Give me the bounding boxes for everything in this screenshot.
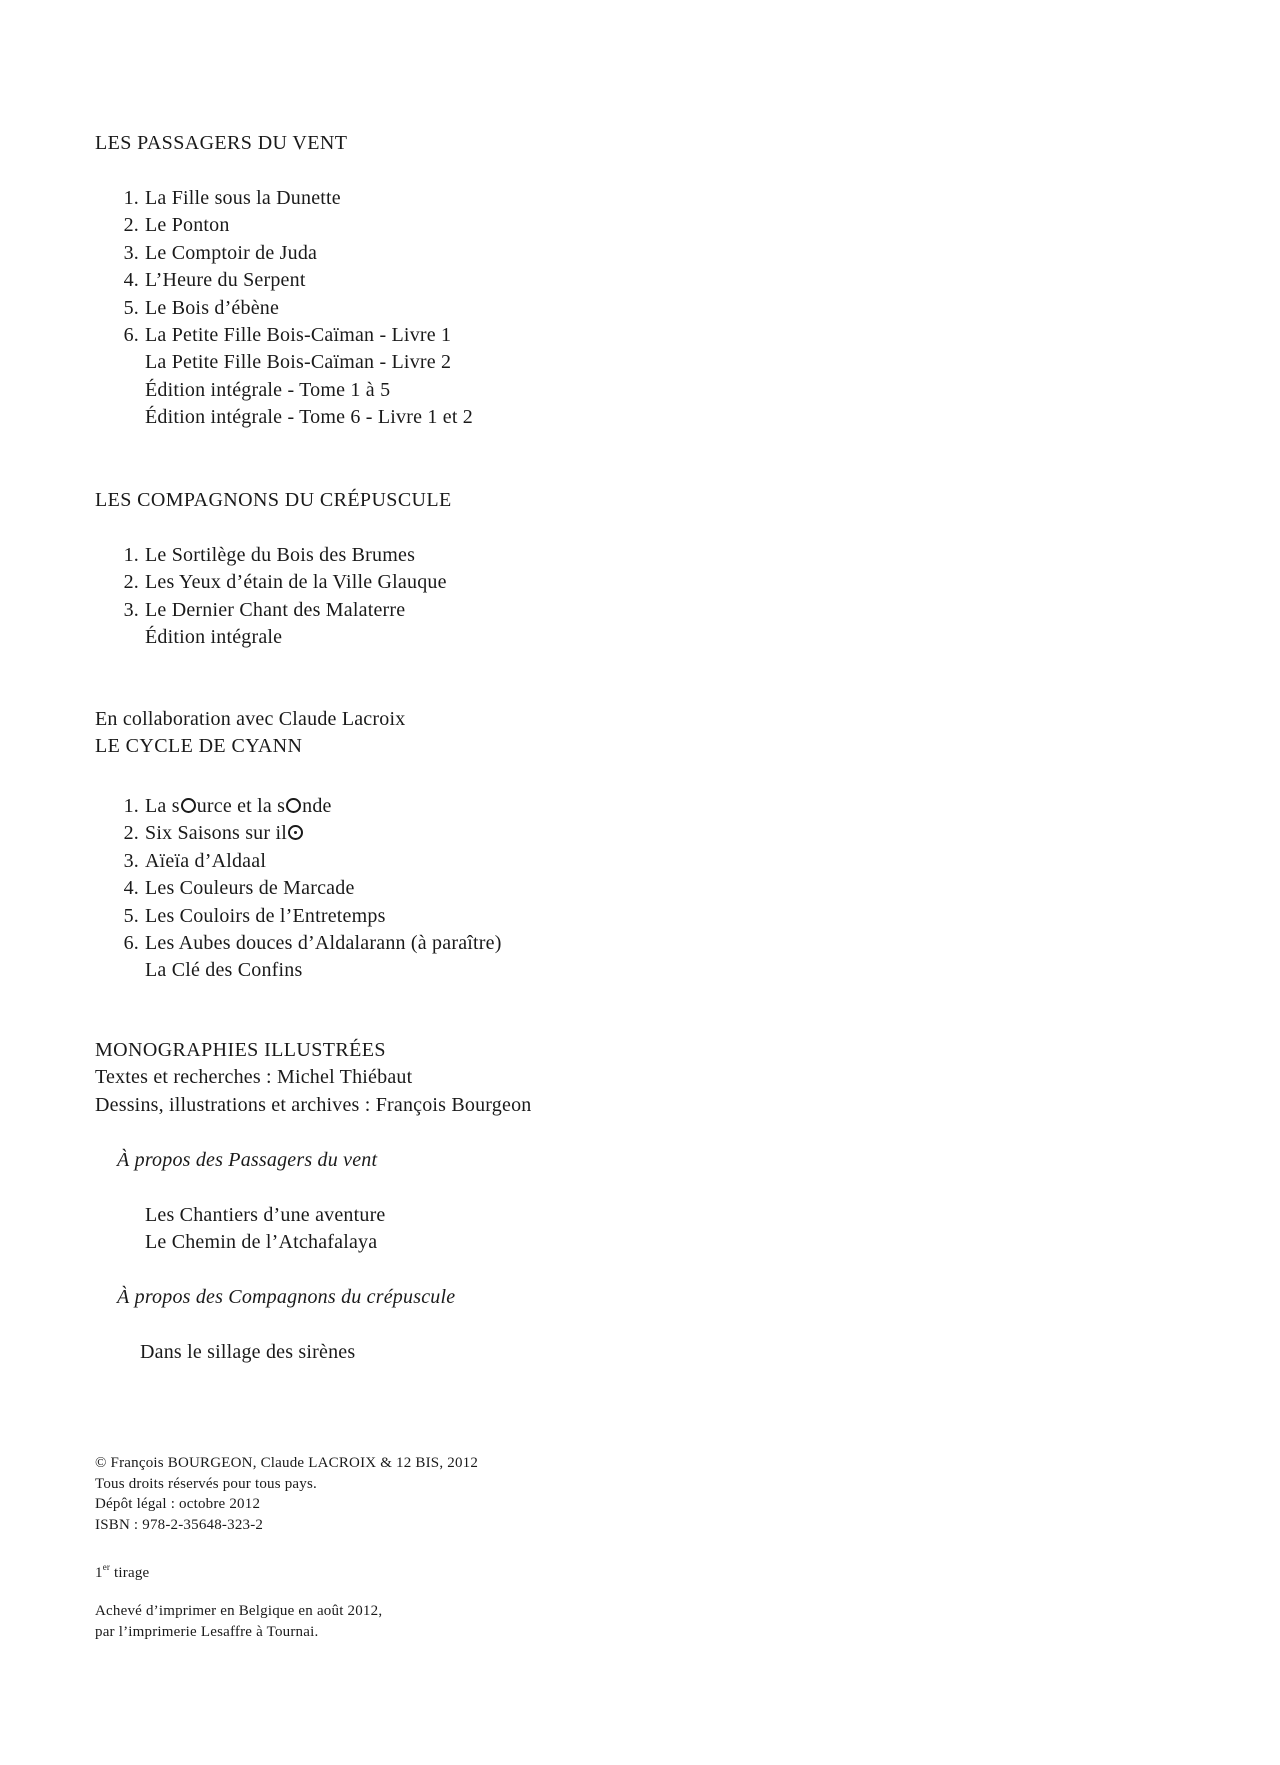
list-extra: La Clé des Confins	[145, 959, 303, 982]
list-item: 1. La Fille sous la Dunette	[123, 187, 341, 209]
subsection-compagnons-list	[140, 1339, 355, 1366]
list-item: Le Chemin de l’Atchafalaya	[145, 1231, 378, 1254]
circle-o-glyph-icon	[286, 798, 301, 813]
tirage	[95, 1557, 149, 1584]
list-item: Les Chantiers d’une aventure	[145, 1204, 386, 1226]
list-item: 4. L’Heure du Serpent	[123, 269, 306, 292]
circle-o-glyph-icon	[181, 798, 196, 813]
printer-info	[95, 1601, 382, 1642]
list-item: 6. Les Aubes douces d’Aldalarann (à paraître)	[123, 932, 502, 955]
rights-line: Tous droits réservés pour tous pays.	[95, 1475, 317, 1492]
section-title: LES COMPAGNONS DU CRÉPUSCULE	[95, 489, 452, 511]
list-item: 1. La s urce et la s nde	[123, 795, 332, 817]
tirage-line: 1er tirage	[95, 1562, 150, 1581]
section-cyann	[95, 706, 405, 761]
colophon	[95, 1453, 478, 1535]
list-item: 5. Les Couloirs de l’Entretemps	[123, 904, 386, 927]
collaboration-note: En collaboration avec Claude Lacroix	[95, 708, 406, 730]
printer-line: Achevé d’imprimer en Belgique en août 2012,	[95, 1603, 383, 1619]
list-item: 6. La Petite Fille Bois-Caïman - Livre 1	[123, 324, 452, 347]
passagers-list	[95, 185, 473, 432]
compagnons-list	[95, 542, 447, 652]
section-passagers-du-vent	[95, 130, 347, 157]
list-item: 3. Aïeïa d’Aldaal	[123, 849, 267, 872]
list-item: 2. Les Yeux d’étain de la Ville Glauque	[123, 571, 447, 594]
list-item: 3. Le Comptoir de Juda	[123, 241, 318, 264]
section-title: LE CYCLE DE CYANN	[95, 735, 303, 758]
list-item: 2. Le Ponton	[123, 214, 230, 237]
list-extra: Édition intégrale - Tome 1 à 5	[145, 378, 391, 401]
isbn-line: ISBN : 978-2-35648-323-2	[95, 1516, 264, 1533]
list-item: 2. Six Saisons sur il	[117, 820, 502, 847]
cyann-list	[95, 793, 502, 985]
list-item: 5. Le Bois d’ébène	[123, 296, 280, 319]
subsection-passagers	[117, 1147, 377, 1174]
section-title: LES PASSAGERS DU VENT	[95, 132, 348, 154]
list-item: Dans le sillage des sirènes	[140, 1341, 356, 1363]
copyright-line: © François BOURGEON, Claude LACROIX & 12 BIS, 2012	[95, 1455, 479, 1471]
subsection-title: À propos des Passagers du vent	[117, 1149, 378, 1171]
list-extra: Édition intégrale	[145, 626, 283, 649]
list-item: 1. Le Sortilège du Bois des Brumes	[123, 544, 416, 566]
subsection-passagers-list	[145, 1202, 386, 1257]
list-item: 3. Le Dernier Chant des Malaterre	[123, 598, 406, 621]
section-monographies	[95, 1037, 531, 1119]
legal-deposit-line: Dépôt légal : octobre 2012	[95, 1496, 261, 1513]
list-item: 4. Les Couleurs de Marcade	[123, 877, 355, 900]
list-extra: La Petite Fille Bois-Caïman - Livre 2	[145, 351, 452, 374]
section-title: MONOGRAPHIES ILLUSTRÉES	[95, 1039, 386, 1061]
credit-line: Textes et recherches : Michel Thiébaut	[95, 1066, 413, 1089]
circle-dot-glyph-icon	[288, 825, 303, 840]
subsection-compagnons	[117, 1284, 455, 1311]
list-extra: Édition intégrale - Tome 6 - Livre 1 et 2	[145, 406, 474, 429]
credit-line: Dessins, illustrations et archives : François Bourgeon	[95, 1093, 532, 1116]
subsection-title: À propos des Compagnons du crépuscule	[117, 1286, 456, 1308]
printer-line: par l’imprimerie Lesaffre à Tournai.	[95, 1623, 319, 1640]
section-compagnons	[95, 487, 452, 514]
